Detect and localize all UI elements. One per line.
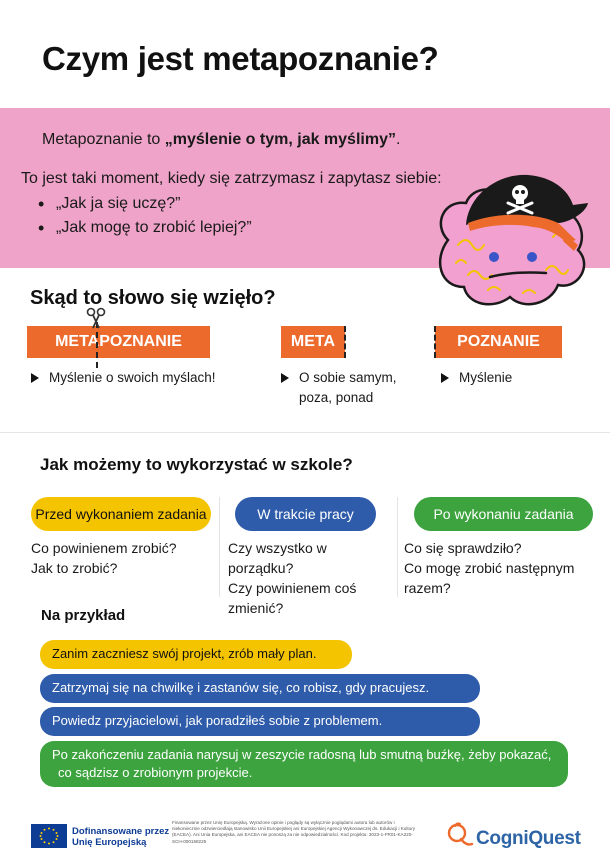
school-heading: Jak możemy to wykorzystać w szkole? [40,455,353,474]
intro-prefix: Metapoznanie to [42,131,165,148]
question-line: Jak to zrobić? [31,560,118,576]
cogniquest-logo-icon [446,820,474,852]
intro-definition [42,131,400,149]
cut-line [434,326,436,358]
question-item: • „Jak ja się uczę?” [38,195,252,219]
word-tag: METAPOZNANIE [27,326,210,358]
brand-name: CogniQuest [476,828,581,849]
poznanie-tag: POZNANIE [435,326,562,358]
column-divider [219,497,220,597]
arrow-icon [441,373,449,383]
meta-description: O sobie samym, poza, ponad [281,368,431,408]
brain-pirate-icon [428,165,600,315]
meta-tag: META [281,326,345,358]
section-divider [0,432,610,433]
eu-funding-label: Dofinansowane przez Unię Europejską [72,826,170,848]
question-line: Co mogę zrobić następnym [404,560,575,576]
question-line: Co się sprawdziło? [404,540,522,556]
example-item: Zanim zaczniesz swój projekt, zrób mały plan. [40,640,352,669]
poznanie-description: Myślenie [441,368,581,388]
question-line: Co powinienem zrobić? [31,540,177,556]
arrow-icon [31,373,39,383]
cut-line [344,326,346,358]
examples-heading: Na przykład [41,607,126,624]
moment-text: To jest taki moment, kiedy się zatrzymasz i zapytasz siebie: [21,170,442,187]
arrow-icon [281,373,289,383]
intro-bold: „myślenie o tym, jak myślimy” [164,131,396,148]
intro-suffix: . [395,131,401,148]
phase-during-questions [228,538,396,618]
phase-during-pill: W trakcie pracy [235,497,376,531]
example-item: Zatrzymaj się na chwilkę i zastanów się, co robisz, gdy pracujesz. [40,674,480,703]
question-list [38,195,252,243]
disclaimer-text: Finansowane przez Unię Europejską. Wyrażone opinie i poglądy są wyłącznie poglądami autora lub autorów i niekoniecznie odzwierciedlają stanowisko Unii Europejskiej ani Europejskiej Agencji Wykonawczej ds. Edukacji i Kultury (EACEA). Ani Unia Europejska, ani EACEA nie ponoszą za nie odpowiedzialności. Kod projektu: 2023-1-FR01-KA220-SCH-000158225 [172,820,416,844]
origin-heading: Skąd to słowo się wzięło? [30,287,276,309]
question-line: zmienić? [228,600,284,616]
example-line: co sądzisz o zrobionym projekcie. [58,765,253,780]
word-description: Myślenie o swoich myślach! [31,368,261,388]
scissors-icon [86,307,106,329]
phase-after-pill: Po wykonaniu zadania [414,497,593,531]
page-title: Czym jest metapoznanie? [42,40,439,77]
phase-before-questions [31,538,216,578]
question-item: • „Jak mogę to zrobić lepiej?” [38,219,252,243]
example-item: Powiedz przyjacielowi, jak poradziłeś sobie z problemem. [40,707,480,736]
example-item [40,741,568,787]
phase-before-pill: Przed wykonaniem zadania [31,497,211,531]
column-divider [397,497,398,597]
question-line: Czy powinienem coś [228,580,357,596]
example-line: Po zakończeniu zadania narysuj w zeszycie radosną lub smutną buźkę, żeby pokazać, [52,747,552,762]
eu-flag-icon [31,824,67,848]
question-line: Czy wszystko w porządku? [228,540,327,576]
question-line: razem? [404,580,451,596]
phase-after-questions [404,538,604,598]
